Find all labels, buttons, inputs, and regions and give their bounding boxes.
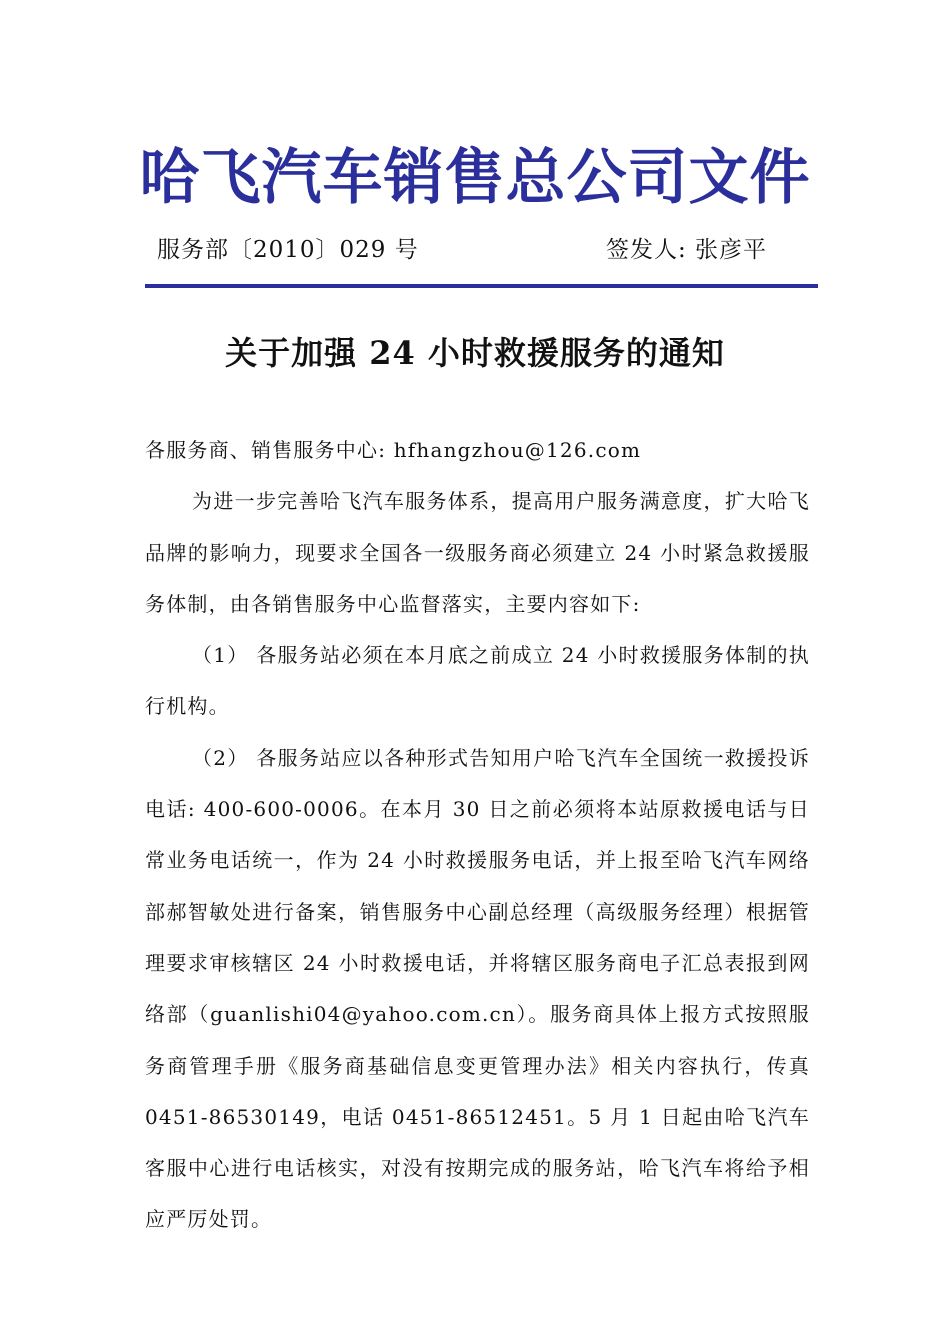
item-2-paragraph: （2） 各服务站应以各种形式告知用户哈飞汽车全国统一救援投诉电话: 400-600-0006。在本月 30 日之前必须将本站原救援电话与日常业务电话统一，作为 24 小时救援服务电话，并上报至哈飞汽车网络部郝智敏处进行备案，销售服务中心副总经理（高级服务经理）根据管理要求审核辖区 24 小时救援电话，并将辖区服务商电子汇总表报到网络部（guanlishi04@yahoo.com.cn）。服务商具体上报方式按照服务商管理手册《服务商基础信息变更管理办法》相关内容执行，传真 0451-86530149，电话 0451-86512451。5 月 1 日起由哈飞汽车客服中心进行电话核实，对没有按期完成的服务站，哈飞汽车将给予相应严厉处罚。 [145,745,810,1232]
intro-paragraph: 为进一步完善哈飞汽车服务体系，提高用户服务满意度，扩大哈飞品牌的影响力，现要求全国各一级服务商必须建立 24 小时紧急救援服务体制，由各销售服务中心监督落实，主要内容如下: [145,489,810,616]
document-signer: 签发人: 张彦平 [606,237,768,263]
document-header-title: 哈飞汽车销售总公司文件 [139,143,811,213]
document-number: 服务部〔2010〕029 号 [157,237,419,263]
notice-title: 关于加强 24 小时救援服务的通知 [225,334,725,372]
header-divider [145,284,818,288]
salutation: 各服务商、销售服务中心: hfhangzhou@126.com [145,438,642,462]
notice-body [145,425,810,1246]
item-1-paragraph: （1） 各服务站必须在本月底之前成立 24 小时救援服务体制的执行机构。 [145,643,810,719]
